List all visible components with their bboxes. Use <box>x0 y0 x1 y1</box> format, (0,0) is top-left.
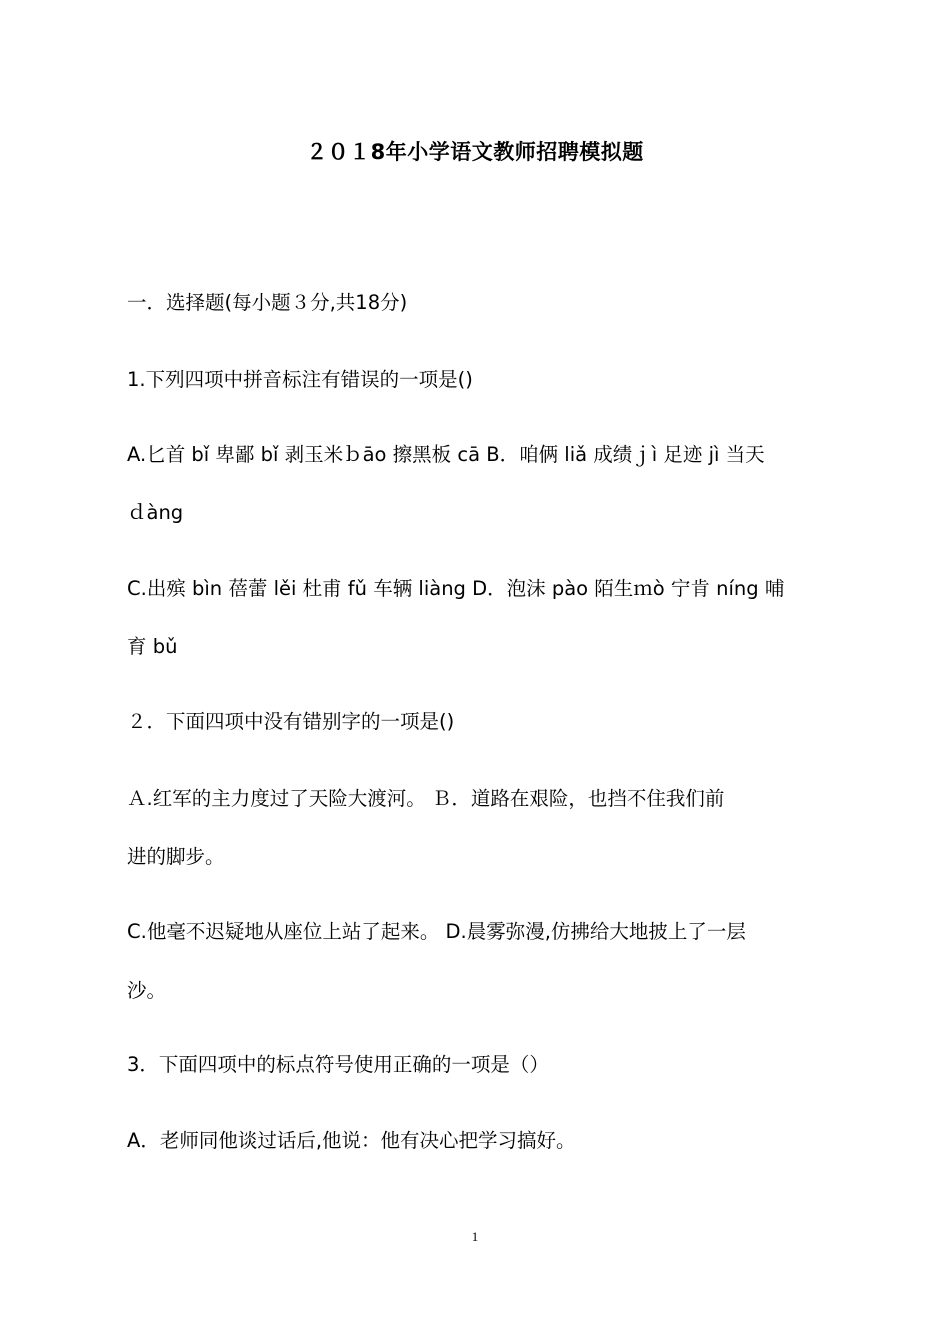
section-heading: 一．选择题(每小题３分,共18分) <box>127 291 408 314</box>
question-3-stem: 3．下面四项中的标点符号使用正确的一项是（） <box>127 1053 549 1076</box>
document-title: ２０１8年小学语文教师招聘模拟题 <box>306 140 644 164</box>
question-2-stem: ２．下面四项中没有错别字的一项是() <box>127 710 455 733</box>
question-1-option-line: A.匕首 bǐ 卑鄙 bǐ 剥玉米ｂāo 擦黑板 cā B．咱俩 liǎ 成绩ｊì 足迹 jì 当天 <box>127 443 765 466</box>
question-2-option-line: Ａ.红军的主力度过了天险大渡河。 Ｂ．道路在艰险，也挡不住我们前 <box>127 787 725 810</box>
page-number: 1 <box>471 1229 479 1244</box>
question-3-option-line: A．老师同他谈过话后,他说：他有决心把学习搞好。 <box>127 1129 576 1152</box>
question-1-option-line: ｄàng <box>127 501 184 524</box>
question-2-option-line: C.他毫不迟疑地从座位上站了起来。 D.晨雾弥漫,仿拂给大地披上了一层 <box>127 920 746 943</box>
question-1-stem: 1.下列四项中拼音标注有错误的一项是() <box>127 368 473 391</box>
question-2-option-line: 沙。 <box>127 979 167 1002</box>
question-1-option-line: C.出殡 bìn 蓓蕾 lěi 杜甫 fǔ 车辆 liàng D．泡沫 pào 陌生ｍò 宁肯 níng 哺 <box>127 577 785 600</box>
question-2-option-line: 进的脚步。 <box>127 845 225 868</box>
question-1-option-line: 育 bǔ <box>127 635 178 658</box>
